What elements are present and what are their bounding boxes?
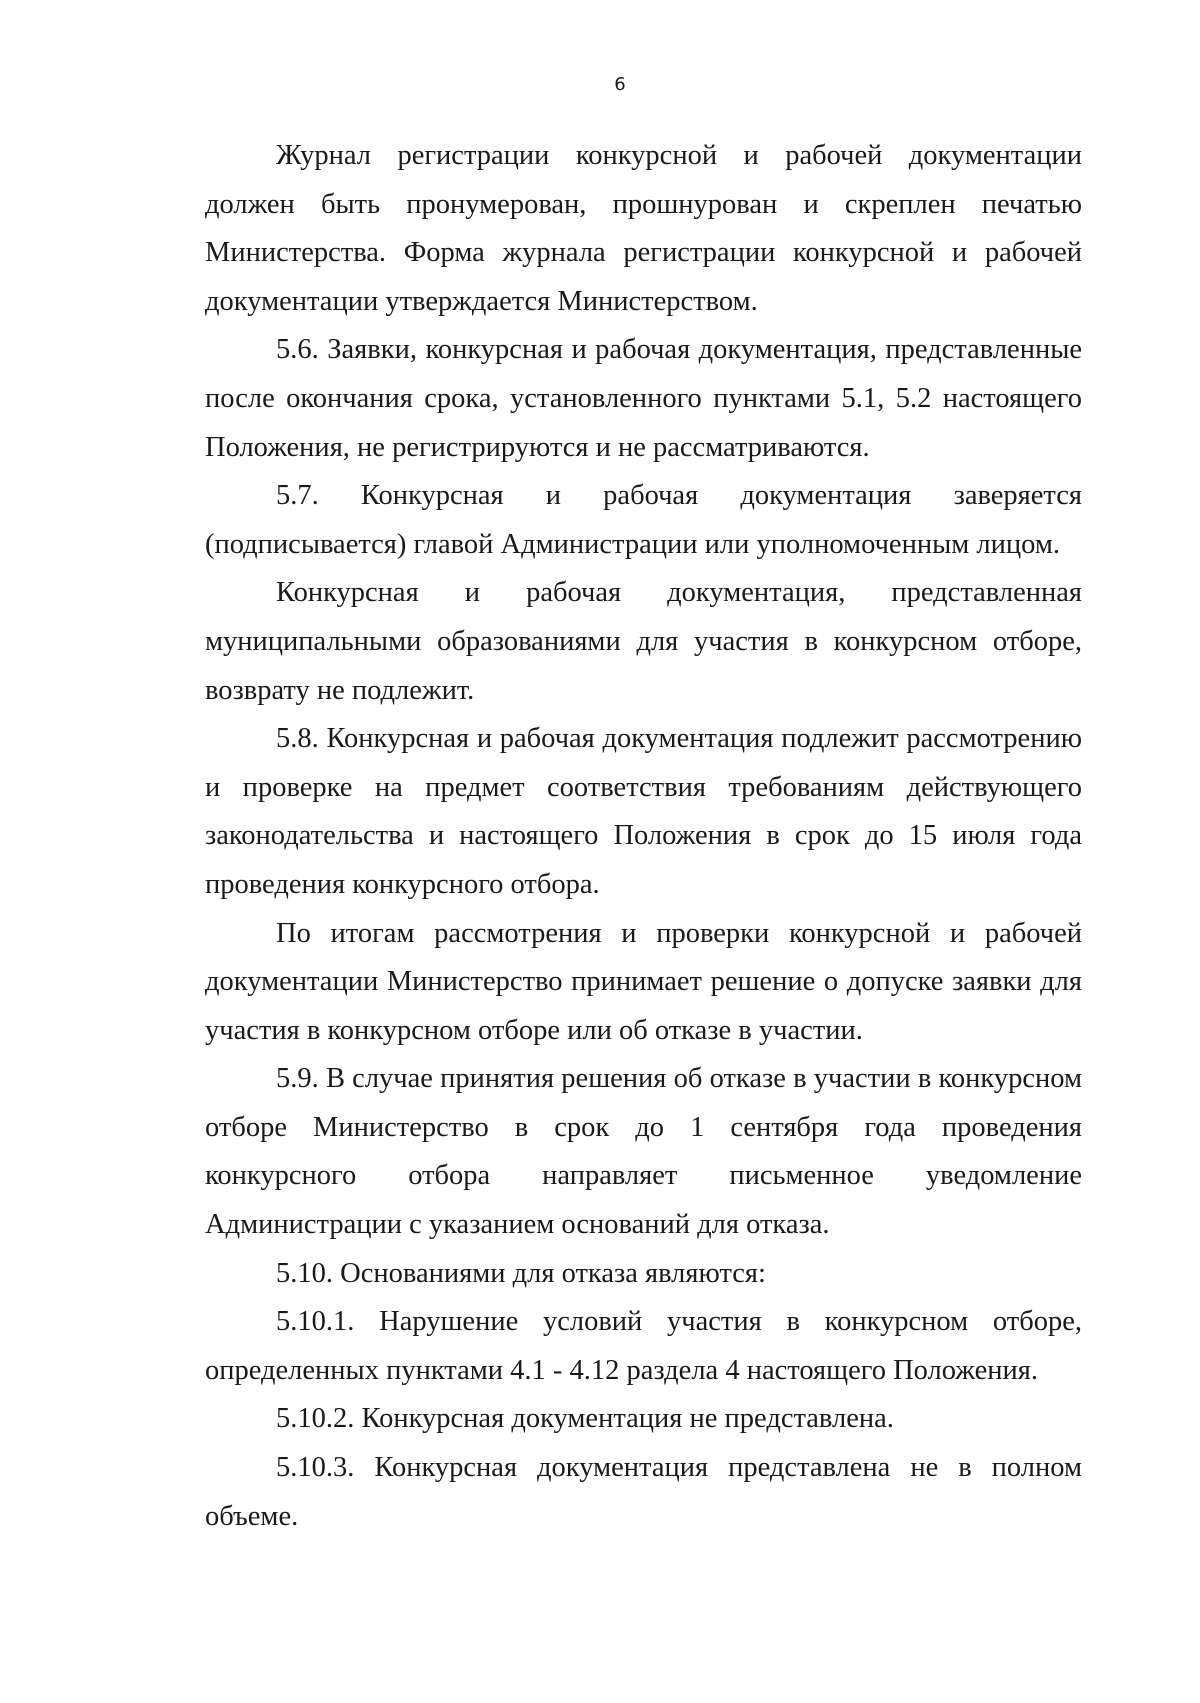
- paragraph-5-8: 5.8. Конкурсная и рабочая документация подлежит рассмотрению и проверке на предмет соответствия требованиям действующего законодательства и настоящего Положения в срок до 15 июля года проведения конкурсного отбора.: [205, 723, 1082, 900]
- paragraph-5-7: 5.7. Конкурсная и рабочая документация заверяется (подписывается) главой Администрации или уполномоченным лицом.: [205, 480, 1082, 560]
- paragraph-5-9: 5.9. В случае принятия решения об отказе в участии в конкурсном отборе Министерство в срок до 1 сентября года проведения конкурсного отбора направляет письменное уведомление Администрации с указанием оснований для отказа.: [205, 1063, 1082, 1241]
- paragraph-5-10-3: 5.10.3. Конкурсная документация представлена не в полном объеме.: [205, 1452, 1082, 1532]
- paragraph-journal-registration: Журнал регистрации конкурсной и рабочей документации должен быть пронумерован, прошнурован и скреплен печатью Министерства. Форма журнала регистрации конкурсной и рабочей документации утверждается Министерством.: [205, 140, 1082, 317]
- document-body: [205, 132, 1082, 1541]
- paragraph-5-10-1: 5.10.1. Нарушение условий участия в конкурсном отборе, определенных пунктами 4.1 - 4.12 раздела 4 настоящего Положения.: [205, 1306, 1082, 1386]
- page-number: 6: [614, 74, 626, 95]
- paragraph-5-10-2: 5.10.2. Конкурсная документация не представлена.: [276, 1403, 894, 1435]
- paragraph-5-10: 5.10. Основаниями для отказа являются:: [276, 1257, 766, 1289]
- paragraph-5-6: 5.6. Заявки, конкурсная и рабочая документация, представленные после окончания срока, установленного пунктами 5.1, 5.2 настоящего Положения, не регистрируются и не рассматриваются.: [205, 334, 1082, 463]
- paragraph-review-results: По итогам рассмотрения и проверки конкурсной и рабочей документации Министерство принимает решение о допуске заявки для участия в конкурсном отборе или об отказе в участии.: [205, 917, 1082, 1046]
- paragraph-documentation-not-returned: Конкурсная и рабочая документация, представленная муниципальными образованиями для участия в конкурсном отборе, возврату не подлежит.: [205, 577, 1082, 706]
